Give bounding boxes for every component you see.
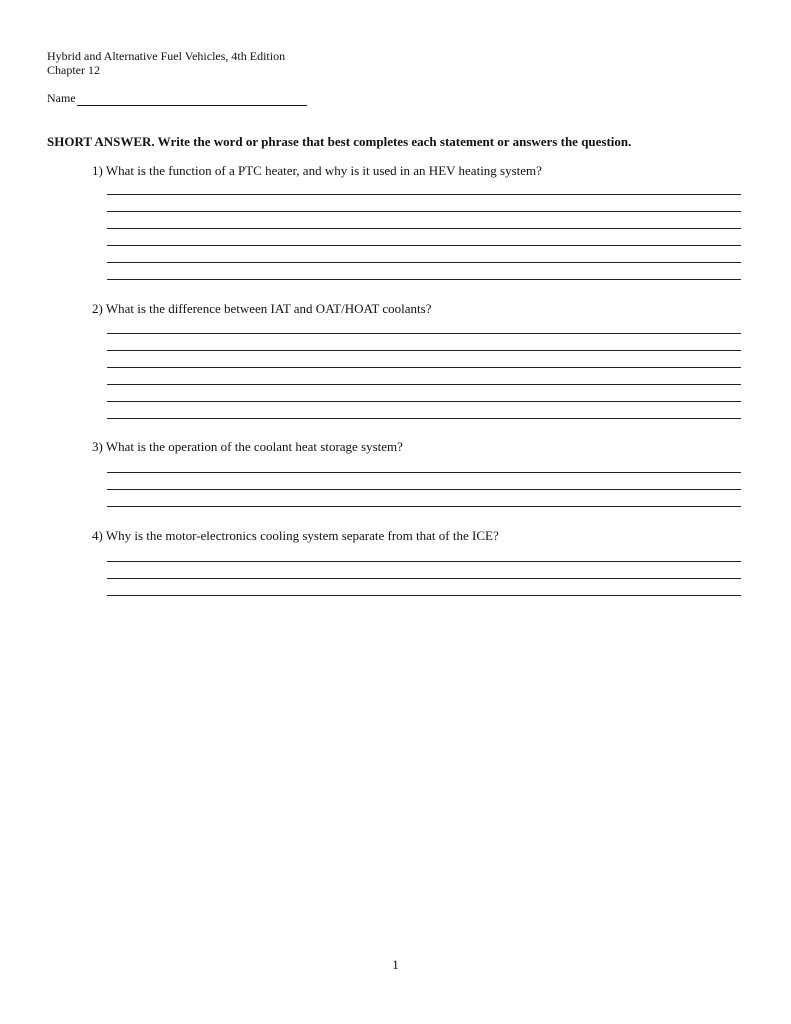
answer-line: [107, 384, 741, 385]
answer-line: [107, 350, 741, 351]
document-header: [47, 49, 285, 77]
question-3: 3) What is the operation of the coolant heat storage system?: [92, 439, 403, 454]
answer-line: [107, 262, 741, 263]
answer-line: [107, 472, 741, 473]
book-title: Hybrid and Alternative Fuel Vehicles, 4th Edition: [47, 49, 286, 63]
answer-line: [107, 228, 741, 229]
answer-line: [107, 211, 741, 212]
answer-line: [107, 194, 741, 195]
instructions-text: SHORT ANSWER. Write the word or phrase that best completes each statement or answers the question.: [47, 134, 632, 149]
answer-line: [107, 418, 741, 419]
name-field: [47, 91, 307, 106]
answer-line: [107, 489, 741, 490]
name-label: Name: [47, 91, 76, 105]
answer-line: [107, 506, 741, 507]
answer-line: [107, 401, 741, 402]
chapter-label: Chapter 12: [47, 63, 100, 77]
question-4: 4) Why is the motor-electronics cooling system separate from that of the ICE?: [92, 528, 499, 543]
question-2: 2) What is the difference between IAT and OAT/HOAT coolants?: [92, 301, 432, 316]
question-1: 1) What is the function of a PTC heater, and why is it used in an HEV heating system?: [92, 163, 542, 178]
answer-line: [107, 333, 741, 334]
answer-line: [107, 561, 741, 562]
name-blank-line: [77, 93, 307, 106]
answer-line: [107, 245, 741, 246]
answer-line: [107, 279, 741, 280]
page-number: 1: [392, 957, 399, 972]
answer-line: [107, 578, 741, 579]
answer-line: [107, 367, 741, 368]
answer-line: [107, 595, 741, 596]
